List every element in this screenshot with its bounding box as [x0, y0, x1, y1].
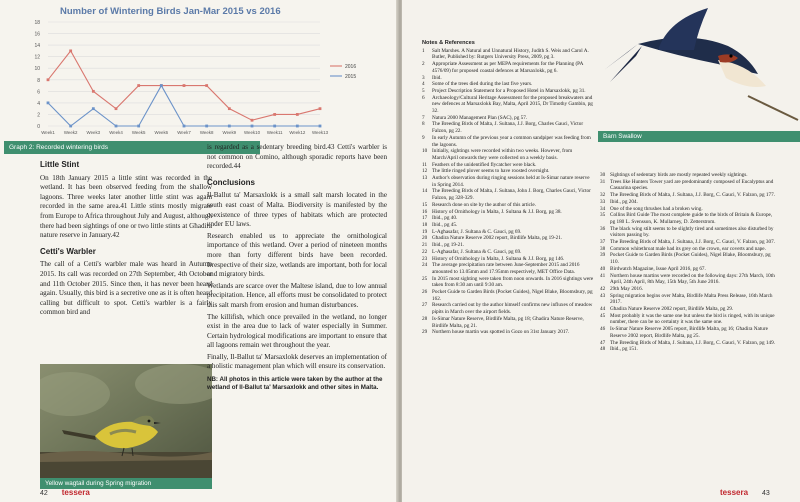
heading-little-stint: Little Stint	[40, 160, 80, 169]
note-number: 45	[600, 312, 606, 319]
note-number: 28	[422, 315, 428, 322]
data-point	[137, 125, 140, 128]
note-item	[422, 188, 594, 201]
data-point	[47, 78, 50, 81]
right-folio	[720, 488, 770, 497]
note-number: 5	[422, 87, 425, 94]
x-tick-label: Week1	[41, 130, 55, 135]
note-text: The Breeding Birds of Malta, J. Sultana, J.J. Borg, C. Gauci, V. Falzon, pg 149.	[610, 339, 775, 346]
note-item	[422, 329, 594, 336]
note-number: 24	[422, 262, 428, 269]
note-number: 3	[422, 74, 425, 81]
paragraph-conclusions-5: Finally, Il-Ballut ta' Marsaxlokk deserves an implementation of a holistic management plan which will ensure its conservation.	[207, 352, 387, 371]
note-text: In 2015 most sighting were taken from noon onwards. In 2016 sightings were taken from 8:30 am until 9:30 am.	[432, 275, 594, 289]
note-item	[600, 192, 776, 199]
note-number: 23	[422, 255, 428, 262]
note-item	[600, 226, 776, 239]
wintering-birds-chart	[2, 2, 394, 140]
note-number: 19	[422, 228, 428, 235]
note-text: Ibid., pg 204.	[610, 198, 638, 205]
note-item	[600, 346, 776, 353]
data-point	[47, 101, 50, 104]
note-number: 41	[600, 272, 606, 279]
note-item	[422, 289, 594, 302]
note-number: 9	[422, 134, 425, 141]
note-number: 27	[422, 302, 428, 309]
left-brand: tessera	[61, 488, 90, 497]
note-number: 17	[422, 215, 428, 222]
y-tick-label: 18	[34, 20, 40, 26]
note-text: Common whitethroat male had its grey on the crown, ear coverts and nape.	[610, 245, 766, 252]
note-text: Northern house martins were recorded on the following days: 27th March, 10th April, 24th April, 8th May, 15th May, 5th June 2016.	[610, 272, 775, 286]
note-item	[422, 168, 594, 175]
note-number: 14	[422, 188, 428, 195]
note-number: 8	[422, 121, 425, 128]
right-page	[402, 0, 800, 502]
wagtail-caption: Yellow wagtail during Spring migration	[40, 478, 212, 489]
note-number: 38	[600, 245, 606, 252]
note-item	[422, 222, 594, 229]
left-column-2	[207, 143, 387, 394]
y-tick-label: 6	[37, 89, 40, 96]
note-number: 39	[600, 252, 606, 259]
note-number: 11	[422, 161, 427, 168]
right-page-number: 43	[761, 490, 770, 497]
y-tick-label: 8	[37, 77, 40, 84]
heading-cettis-warbler: Cetti's Warbler	[40, 246, 96, 256]
y-tick-label: 14	[34, 43, 40, 50]
note-item	[422, 256, 594, 263]
note-text: Għadira Nature Reserve 2002 report, Birdlife Malta, pg 19-21.	[432, 235, 563, 242]
note-item	[600, 199, 776, 206]
legend-label: 2015	[345, 74, 357, 80]
note-number: 7	[422, 114, 425, 121]
note-item	[422, 316, 594, 329]
note-number: 40	[600, 265, 606, 272]
left-page-number: 42	[40, 490, 48, 497]
data-point	[92, 107, 95, 110]
note-item	[422, 262, 594, 275]
chart-svg	[2, 2, 394, 140]
note-number: 32	[600, 192, 606, 199]
data-point	[160, 84, 163, 87]
note-number: 36	[600, 225, 606, 232]
data-point	[205, 125, 208, 128]
note-text: The Breeding Birds of Malta, J. Sultana, J.J. Borg, C. Gauci, V. Falzon, pg 177.	[610, 192, 775, 199]
data-point	[273, 113, 276, 116]
note-item	[422, 209, 594, 216]
barn-swallow-photo	[598, 0, 800, 130]
note-item	[600, 172, 776, 179]
note-number: 21	[422, 242, 428, 249]
note-item	[422, 135, 594, 148]
note-text: Pocket Guide to Garden Birds (Pocket Guides), Nigel Blake, Bloomsbury, pg 162.	[432, 289, 593, 302]
note-item	[422, 148, 594, 161]
note-text: Appropriate Assessment as per MEPA requirements for the Planning (PA 4576/09) for proposed coastal defences at Marsaxlokk, pg 6.	[432, 61, 584, 74]
data-point	[319, 107, 322, 110]
data-point	[273, 125, 276, 128]
note-text: 29th May 2016.	[610, 285, 643, 292]
note-text: Salt Marshes. A Natural and Unnatural History, Judith S. Weis and Carol A. Butler, Published by: Rutgers University Press, 2009, pg 3.	[432, 47, 589, 61]
y-tick-label: 10	[34, 66, 40, 73]
x-tick-label: Week5	[131, 130, 146, 135]
note-number: 12	[422, 168, 428, 175]
data-point	[115, 125, 118, 128]
x-tick-label: Week10	[243, 130, 261, 135]
note-item	[600, 212, 776, 225]
note-text: The Breeding Birds of Malta, J. Sultana, John J. Borg, Charles Gauci, Victor Falzon, pg 328-329.	[432, 188, 591, 202]
note-text: The little ringed plover seems to have roosted overnight.	[432, 168, 550, 175]
note-number: 25	[422, 275, 428, 282]
note-number: 6	[422, 94, 425, 101]
note-number: 16	[422, 208, 428, 215]
legend-label: 2016	[345, 64, 357, 70]
note-text: Initially, sightings were recorded within two weeks. However, from March/April onwards they were collected on a weekly basis.	[432, 148, 573, 161]
note-number: 35	[600, 212, 606, 219]
y-tick-label: 4	[37, 100, 40, 107]
notes-list-a	[422, 48, 594, 336]
note-number: 18	[422, 221, 428, 228]
note-number: 30	[600, 172, 606, 178]
note-text: Research carried out by the author himself confirms new influxes of meadow pipits in March over the airport fields.	[432, 302, 593, 316]
note-item	[600, 326, 776, 339]
y-tick-label: 0	[37, 124, 40, 130]
graph-caption: Graph 2: Recorded wintering birds	[4, 141, 260, 154]
data-point	[115, 107, 118, 110]
note-item	[600, 179, 776, 192]
x-tick-label: Week3	[86, 130, 101, 135]
x-tick-label: Week8	[199, 130, 214, 135]
note-text: L-Agħasafar, J. Sultana & C. Gauci, pg 69.	[432, 248, 522, 255]
note-item	[600, 252, 776, 265]
x-tick-label: Week2	[63, 130, 78, 135]
note-item	[422, 215, 594, 222]
note-text: The Breeding Birds of Malta, J. Sultana, J.J. Borg, C. Gauci, V. Falzon, pg 307.	[610, 239, 775, 246]
note-number: 47	[600, 339, 606, 346]
data-point	[228, 125, 231, 128]
note-text: Sightings of sedentary birds are mostly repeated weekly sightings.	[610, 172, 748, 178]
note-item	[422, 235, 594, 242]
note-number: 37	[600, 239, 606, 246]
note-item	[600, 340, 776, 347]
note-text: Is-Simar Nature Reserve, Birdlife Malta, pg 18; Għadira Nature Reserve, Birdlife Malta, pg 21.	[432, 315, 584, 329]
note-item	[422, 48, 594, 61]
x-tick-label: Week12	[289, 130, 306, 135]
data-point	[296, 113, 299, 116]
note-text: Ibid., pg 19-21.	[432, 242, 465, 249]
note-text: Trees like Hunters Tower yard are predominantly composed of Eucalyptus and Casuarina species.	[610, 178, 774, 192]
note-item	[422, 202, 594, 209]
note-text: History of Ornithology in Malta, J. Sultana & J.J. Borg, pg 146.	[432, 255, 565, 262]
note-text: Pocket Guide to Garden Birds (Pocket Guides), Nigel Blake, Bloomsbury, pg 110.	[610, 252, 771, 266]
x-tick-label: Week6	[154, 130, 169, 135]
note-text: Some of the trees died during the last five years.	[432, 81, 533, 88]
note-item	[600, 239, 776, 246]
paragraph-cettis-warbler: The call of a Cetti's warbler male was heard in Autumn 2015. Its call was recorded on 27th September, 4th October and 11th October 2015. Since then, it has never been heard again. Usually, this bird is a secretive one as it is often heard calling but difficult to spot. Cetti's warbler is a fairly common bird and	[40, 260, 212, 317]
note-text: Is-Simar Nature Reserve 2005 report, Birdlife Malta, pg 16; Għadira Nature Reserve 2002 report, Birdlife Malta, pg 25.	[610, 326, 768, 339]
note-text: Author's observation during ringing sessions held at Is-Simar nature reserve in Spring 2014.	[432, 175, 590, 188]
note-number: 31	[600, 178, 606, 185]
x-tick-label: Week11	[266, 130, 283, 135]
note-item	[600, 286, 776, 293]
data-point	[137, 84, 140, 87]
note-text: Ibid., pg 40.	[432, 215, 458, 222]
note-number: 15	[422, 201, 428, 208]
data-point	[228, 107, 231, 110]
note-item	[422, 61, 594, 74]
note-text: Collins Bird Guide The most complete guide to the birds of Britain & Europe, pg 180 L. Svensson, K. Mullarney, D. Zetterstrom.	[610, 212, 773, 225]
data-point	[183, 84, 186, 87]
left-page	[0, 0, 398, 502]
note-text: Spring migration begins over Malta, Birdlife Malta Press Release, 16th March 2017.	[610, 292, 773, 306]
note-text: The Breeding Birds of Malta, J. Sultana, J.J. Borg, Charles Gauci, Victor Falzon, pg 22.	[432, 121, 584, 135]
paragraph-little-stint: On 18th January 2015 a little stint was recorded in the wetland. It has been observed feeding from the shallow lagoons. Three weeks later another little stint was again recorded in the same area.41 Little stints mostly migrate from Europe to Africa throughout July and August, although there had been sightings of one or two little stints at Għadira nature reserve in January.42	[40, 173, 212, 240]
note-item	[422, 175, 594, 188]
paragraph-conclusions-2: Research enabled us to appreciate the ornithological importance of this wetland. Over a period of nineteen months more than forty different birds have been recorded. Irrespective of their size, wetlands are important, both for local and migratory birds.	[207, 231, 387, 279]
data-point	[296, 125, 299, 128]
paragraph-conclusions-1: Il-Ballut ta' Marsaxlokk is a small salt marsh located in the south east coast of Malta. Biodiversity is manifested by the coexistence of three types of habitats which are protected under EU laws.	[207, 191, 387, 229]
data-point	[183, 125, 186, 128]
note-text: Northern house martin was spotted in Gozo on 31st January 2017.	[432, 329, 570, 336]
note-number: 26	[422, 289, 428, 296]
note-number: 34	[600, 205, 606, 212]
x-tick-label: Week13	[311, 130, 329, 135]
note-number: 20	[422, 235, 428, 242]
note-number: 48	[600, 346, 606, 353]
note-number: 2	[422, 61, 425, 68]
notes-list-b	[600, 172, 776, 353]
note-text: Archaeology/Cultural Heritage Assessment for the proposed breakwaters and new defences at Marsaxlokk Bay, Malta, April 2015, Dr Timothy Gambin, pg 32.	[432, 94, 593, 115]
note-item	[600, 306, 776, 313]
swallow-illustration	[598, 0, 800, 130]
note-text: L-Agħasafar, J. Sultana & C. Gauci, pg 69.	[432, 228, 522, 235]
chart-title: Number of Wintering Birds Jan-Mar 2015 vs 2016	[60, 6, 281, 17]
right-brand: tessera	[720, 488, 749, 497]
note-item	[422, 88, 594, 95]
note-number: 42	[600, 285, 606, 292]
notes-column-2	[600, 172, 776, 353]
heading-conclusions: Conclusions	[207, 177, 256, 187]
note-number: 4	[422, 81, 425, 88]
data-point	[251, 119, 254, 122]
note-text: One of the song thrushes had a broken wing.	[610, 205, 703, 212]
note-number: 22	[422, 248, 428, 255]
note-item	[600, 313, 776, 326]
paragraph-conclusions-3: Wetlands are scarce over the Maltese island, due to low annual precipitation. Hence, all efforts must be consolidated to protect this salt marsh from erosion and human disturbances.	[207, 281, 387, 309]
note-text: Ibid., pg 45.	[432, 221, 458, 228]
x-tick-label: Week4	[109, 130, 123, 135]
note-number: 1	[422, 47, 425, 54]
note-number: 29	[422, 329, 428, 336]
x-tick-label: Week7	[177, 130, 191, 135]
note-text: The black wing stilt seems to be slightly tired and sometimes also disturbed by visitors passing by.	[610, 225, 774, 239]
note-item	[422, 242, 594, 249]
note-number: 10	[422, 148, 428, 155]
note-item	[422, 95, 594, 115]
note-text: In early Autumn of the previous year a common sandpiper was feeding from the lagoons.	[432, 134, 591, 148]
note-number: 33	[600, 198, 606, 205]
paragraph-cetti-cont: is regarded as a sedentary breeding bird.43 Cetti's warbler is not common on Comino, although sporadic reports have been recorded.44	[207, 143, 387, 171]
note-text: Most probably it was the same one but unless the bird is ringed, with its unique number, there can be no certainty it was the same one.	[610, 312, 775, 326]
data-point	[205, 84, 208, 87]
note-item	[422, 302, 594, 315]
note-item	[422, 162, 594, 169]
left-folio	[40, 488, 90, 497]
data-point	[69, 49, 72, 52]
x-tick-label: Week9	[222, 130, 237, 135]
data-point	[251, 125, 254, 128]
photo-note: NB: All photos in this article were taken by the author at the wetland of Il-Ballut ta' Marsaxlokk and other sites in Malta.	[207, 376, 383, 392]
note-text: Ibid.	[432, 74, 442, 81]
note-text: Għadira Nature Reserve 2002 report, Birdlife Malta, pg 29.	[610, 306, 734, 313]
note-item	[422, 121, 594, 134]
yellow-wagtail-photo	[40, 364, 212, 479]
note-item	[422, 276, 594, 289]
note-text: Birdwatch Magazine, Issue April 2016, pg 67.	[610, 265, 706, 272]
note-item	[600, 293, 776, 306]
data-point	[319, 125, 322, 128]
note-item	[422, 81, 594, 88]
swallow-caption: Barn Swallow	[598, 131, 800, 142]
note-text: Project Description Statement for a Proposed Hotel in Marsaxlokk, pg 31.	[432, 87, 586, 94]
note-text: Natura 2000 Management Plan (SAC), pg 57.	[432, 114, 528, 121]
notes-title: Notes & References	[422, 40, 475, 46]
note-text: History of Ornithology in Malta, J. Sultana & J.J. Borg, pg 38.	[432, 208, 562, 215]
data-point	[92, 90, 95, 93]
note-item	[600, 273, 776, 286]
y-tick-label: 2	[37, 112, 40, 119]
paragraph-conclusions-4: The killifish, which once prevailed in the wetland, no longer exist in the area due to lack of water especially in Summer. Certain hydrological modifications are important to ensure that all lagoons remain wet throughout the year.	[207, 312, 387, 350]
note-text: Ibid., pg 151.	[610, 346, 638, 353]
y-tick-label: 16	[34, 31, 40, 38]
note-number: 43	[600, 292, 606, 299]
data-point	[69, 125, 72, 128]
note-text: The average precipitation rate between June-September 2015 and 2016 amounted to 13.05mm and 17.95mm respectively, MET Office Data.	[432, 262, 580, 275]
note-item	[422, 249, 594, 256]
note-number: 13	[422, 175, 428, 182]
note-number: 44	[600, 306, 606, 313]
y-tick-label: 12	[34, 54, 40, 61]
note-text: Research done on site by the author of this article.	[432, 201, 537, 208]
note-number: 46	[600, 326, 606, 333]
note-item	[600, 266, 776, 273]
notes-column-1	[422, 40, 594, 336]
note-text: Feathers of the unidentified flycatcher were black.	[432, 161, 537, 168]
wagtail-illustration	[40, 364, 212, 479]
left-column-1	[40, 154, 212, 320]
